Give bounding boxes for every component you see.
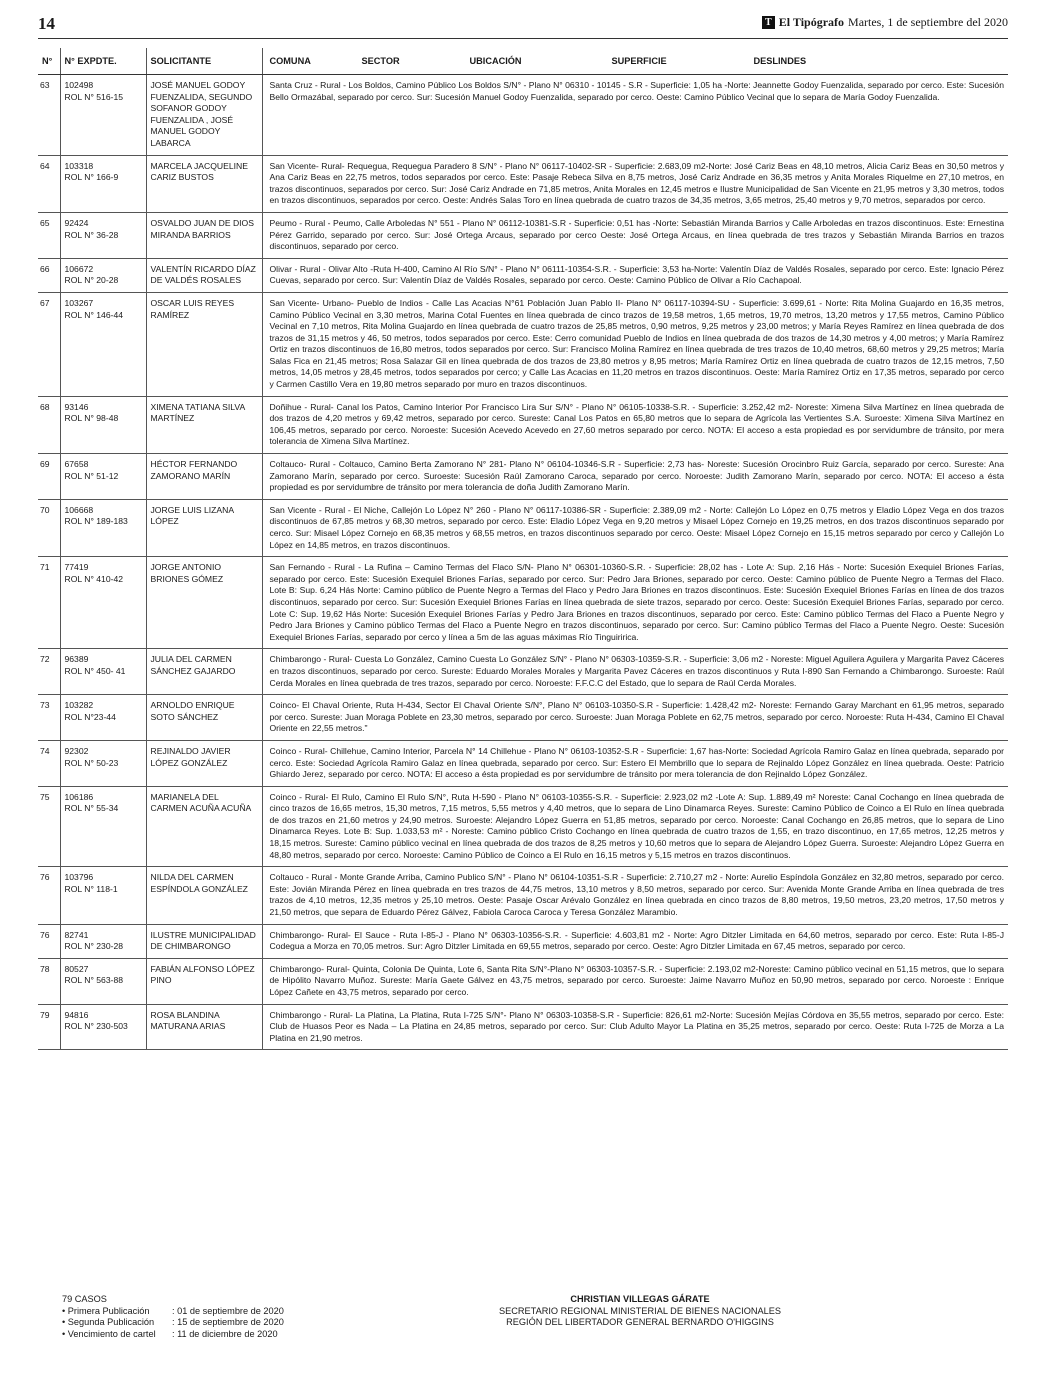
issue-date: Martes, 1 de septiembre del 2020 [848, 15, 1008, 29]
row-number: 67 [38, 292, 60, 396]
expediente-cell [60, 258, 146, 292]
rol-number: ROL N° 230-503 [64, 1021, 128, 1032]
expediente-number: 80527 [64, 963, 89, 974]
case-count: 79 CASOS [62, 1294, 107, 1304]
expediente-cell [60, 695, 146, 741]
deslindes-cell: San Vicente - Rural - El Niche, Callejón Lo López N° 260 - Plano N° 06117-10386-SR - Superficie: 2.389,09 m2 - Norte: Callejón Lo López en 0,75 metros y Eladio López Vega en dos trazos discontinuos de 67,85 metros y 68,30 metros, separado por cerco. Este: Eladio López Vega en 9,20 metros y Misael López Cornejo en 19,25 metros, en dos trazos discontinuos separado por cerco. Sur: Misael López Cornejo en 68,35 metros y 68,55 metros, en trazos discontinuos separado por cerco. Oeste: Misael López Cornejo en 15,15 metros separado por cerco y Callejón Lo López en 14,85 metros, en trazos discontinuos. [262, 499, 1008, 556]
col-header-expdte: N° EXPDTE. [60, 48, 146, 75]
deslindes-cell: Chimbarongo- Rural- Quinta, Colonia De Quinta, Lote 6, Santa Rita S/N°-Plano N° 06303-10357-S.R. - Superficie: 2.193,02 m2-Noreste: Camino público vecinal en 51,15 metros, que lo separa de Hipólito Navarro Muñoz. Sureste: María Gaete Gálvez en 43,75 metros, separado por cerco. Suroeste: Jaime Navarro Muñoz en 50,90 metros, separado por cerco. Noroeste : Enrique López Cañete en 43,75 metros, separado por cerco. [262, 958, 1008, 1004]
row-number: 69 [38, 454, 60, 500]
deslindes-cell: San Fernando - Rural - La Rufina – Camino Termas del Flaco S/N- Plano N° 06301-10360-S.R. - Superficie: 28,02 has - Lote A: Sup. 2,16 Hás - Norte: Sucesión Exequiel Briones Farías, separado por cerco. Este: Sucesión Exequiel Briones Farías, separado por cerco. Sur: Pedro Jara Briones, separado por cerco. Oeste: Camino público de Puente Negro a Termas del Flaco. Lote B: Sup. 6,24 Hás Norte: Camino público de Puente Negro a Termas del Flaco y Pedro Jara Briones en trazos discontinuos. Este: Sucesión Exequiel Briones Farías en línea de dos trazos discontinuos, separado por cerco. Sur: Sucesión Exequiel Briones Farías en línea quebrada de siete trazos, separado por cerco. Oeste: Sucesión Exequiel Briones Farías, separado por cerco. Lote C: Sup. 19,62 Hás Norte: Sucesión Exequiel Briones Farías y Pedro Jara Briones en trazos discontinuos, separado por cerco. Este: Camino público Termas del Flaco a Puente Negro y Pedro Jara Briones y Camino público Termas del Flaco a Puente Negro en trazos discontinuos, separado por cerco. Sur: Camino público Termas del Flaco a Puente Negro. Oeste: Sucesión Exequiel Briones Farías, separado por cerco y línea a 5m de las aguas máximas Río Tinguiririca. [262, 557, 1008, 649]
signer-region: REGIÓN DEL LIBERTADOR GENERAL BERNARDO O'HIGGINS [506, 1317, 774, 1328]
solicitante-cell: OSVALDO JUAN DE DIOS MIRANDA BARRIOS [146, 212, 262, 258]
solicitante-cell: JOSÉ MANUEL GODOY FUENZALIDA, SEGUNDO SOFANOR GODOY FUENZALIDA , JOSÉ MANUEL GODOY LABARCA [146, 75, 262, 156]
deslindes-cell: Chimbarongo - Rural- Cuesta Lo González, Camino Cuesta Lo González S/N° - Plano N° 06303-10359-S.R. - Superficie: 3,06 m2 - Noreste: Miguel Aguilera Aguilera y Margarita Pavez Cáceres en trazos discontinuos, separado por cerco. Sureste: Eduardo Morales Morales y Margarita Pavez Cáceres en trazos discontinuos y Ruta I-890 San Fernando a Chimbarongo. Suroeste: Raúl Cerda Morales en línea quebrada de tres trazos, separado por cerco. Noroeste: F.F.C.C del Estado, que lo separa de Raúl Cerda Morales. [262, 649, 1008, 695]
rol-number: ROL N° 563-88 [64, 975, 124, 986]
col-header-no: N° [38, 48, 60, 75]
deslindes-cell: Coinco - Rural- Chillehue, Camino Interior, Parcela N° 14 Chillehue - Plano N° 06103-10352-S.R - Superficie: 1,67 has-Norte: Sociedad Agrícola Ramiro Galaz en línea quebrada, separado por cerco. Este: Sociedad Agrícola Ramiro Galaz en línea quebrada, separado por cerco. Sur: Estero El Membrillo que lo separa de Rejinaldo López González en línea quebrada. Oeste: Patricio Ghiardo Jerez, separado por cerco. NOTA: El acceso a ésta propiedad es por servidumbre de tránsito por mera tolerancia de don Rejinaldo López González. [262, 740, 1008, 786]
table-row [38, 649, 1008, 695]
expediente-cell [60, 958, 146, 1004]
expediente-number: 93146 [64, 401, 89, 412]
deslindes-cell: Coltauco - Rural - Monte Grande Arriba, Camino Publico S/N° - Plano N° 06104-10351-S.R - Superficie: 2.710,27 m2 - Norte: Aurelio Espíndola González en 32,80 metros, separado por cerco. Este: Jovián Miranda Pérez en línea quebrada en tres trazos de 44,75 metros, 13,10 metros y 8,50 metros, separado por cerco. Sur: Avenida Monte Grande Arriba en línea quebrada de tres trazos de 4,10 metros, 12,35 metros y 25,10 metros. Oeste: Pasaje Oscar Arévalo González en línea quebrada en cinco trazos de 8,80 metros, 19,50 metros, 23,20 metros, 17,50 metros y 21,50 metros, que separa de Eduardo Pérez Gálvez, Fabiola Caroca Caroca y Teresa González Marambio. [262, 867, 1008, 924]
table-row [38, 396, 1008, 453]
col-header-sector: SECTOR [361, 56, 400, 67]
table-row [38, 786, 1008, 867]
rol-number: ROL N°23-44 [64, 711, 116, 722]
expediente-cell [60, 649, 146, 695]
property-table [38, 48, 1008, 1050]
row-number: 64 [38, 155, 60, 212]
expediente-cell [60, 155, 146, 212]
col-header-solicitante: SOLICITANTE [146, 48, 262, 75]
expediente-number: 94816 [64, 1009, 89, 1020]
col-header-comuna: COMUNA [269, 56, 311, 67]
table-row [38, 258, 1008, 292]
solicitante-cell: JULIA DEL CARMEN SÁNCHEZ GAJARDO [146, 649, 262, 695]
solicitante-cell: ARNOLDO ENRIQUE SOTO SÁNCHEZ [146, 695, 262, 741]
rol-number: ROL N° 516-15 [64, 91, 124, 102]
table-row [38, 75, 1008, 156]
rol-number: ROL N° 51-12 [64, 470, 119, 481]
col-header-deslindes: DESLINDES [753, 56, 807, 67]
table-row [38, 740, 1008, 786]
deslindes-cell: Coinco - Rural- El Rulo, Camino El Rulo S/N°, Ruta H-590 - Plano N° 06103-10355-S.R. - Superficie: 2.923,02 m2 -Lote A: Sup. 1.889,49 m² Noreste: Canal Cochango en línea quebrada de cinco trazos de 16,65 metros, 15,30 metros, 7,15 metros, 5,55 metros y 4,40 metros, que lo separa de Lino Dinamarca Reyes. Sureste: Camino Público de Coinco a El Rulo en línea quebrada de dos trazos en 21,60 metros y 24,90 metros. Suroeste: Alejandro López Guerra en 51,85 metros, separado por cerco. Noroeste: Canal Cochango en 26,85 metros, que lo separa de Lino Dinamarca Reyes. Lote B: Sup. 1.033,53 m² - Noreste: Camino público Cristo Cochango en línea quebrada de cuatro trazos de 1,55, en trazo discontinuo, en 17,65 metros, 12,25 metros y 18,15 metros. Sureste: Camino público vecinal en línea quebrada de dos trazos de 8,25 metros y 10,60 metros que lo separa de Alejandro López Guerra. Suroeste: Alejandro López Guerra en 48,80 metros, separado por cerco. Noroeste: Camino Público de Coinco a El Rulo en 16,15 metros y 5,15 metros en trazos discontinuos. [262, 786, 1008, 867]
rol-number: ROL N° 146-44 [64, 309, 124, 320]
rol-number: ROL N° 230-28 [64, 941, 124, 952]
rol-number: ROL N° 20-28 [64, 275, 119, 286]
deslindes-cell: San Vicente- Urbano- Pueblo de Indios - Calle Las Acacias N°61 Población Juan Pablo II- Plano N° 06117-10394-SU - Superficie: 3.699,61 - Norte: Rita Molina Guajardo en 16,35 metros, Camino Público Vecinal en 3,30 metros, Marina Cotal Fuentes en línea quebrada de cinco trazos de 19,58 metros, 1,65 metros, 19,70 metros, 13,20 metros y 17,55 metros, Camino Público Vecinal en 7,10 metros, Rita Molina Guajardo en línea quebrada de cuatro trazos de 25,85 metros, 0,90 metros, 9,25 metros y 23,00 metros; y María Reyes Ramírez en línea quebrada de dos trazos de 31,15 metros y 46, 50 metros, todos separados por cerco. Este: Cerro comunidad Pueblo de Indios en línea quebrada de dos trazos de 14,30 metros y 4,00 metros; y María Ramírez Ortiz en trazos discontinuos de 16,80 metros, todos separados por cerco. Sur: Francisco Molina Ramírez en línea quebrada de tres trazos de 10,40 metros, 68,60 metros y 29,25 metros; María Salas Fica en 21,45 metros; Rosa Salazar Gil en línea quebrada de dos trazos de 23,80 metros y 8,95 metros; María Ramírez Ortiz en línea quebrada de cuatro trazos de 12,15 metros, 7,50 metros, 14,05 metros y 28,45 metros, todos separados por cerco; y Calle Las Acacias en 11,20 metros en trazos discontinuos. Oeste: María Ramírez Ortiz en 17,35 metros, separado por cerco y Carmen Castillo Vera en 19,80 metros separado por muro en trazos discontinuos. [262, 292, 1008, 396]
solicitante-cell: JORGE ANTONIO BRIONES GÓMEZ [146, 557, 262, 649]
row-number: 68 [38, 396, 60, 453]
pub-row: • Vencimiento de cartel : 11 de diciembre de 2020 [62, 1328, 278, 1339]
expediente-number: 103282 [64, 700, 94, 711]
expediente-cell [60, 557, 146, 649]
table-header [38, 48, 1008, 75]
rol-number: ROL N° 410-42 [64, 573, 124, 584]
solicitante-cell: ROSA BLANDINA MATURANA ARIAS [146, 1004, 262, 1050]
solicitante-cell: FABIÁN ALFONSO LÓPEZ PINO [146, 958, 262, 1004]
deslindes-cell: Coinco- El Chaval Oriente, Ruta H-434, Sector El Chaval Oriente S/N°, Plano N° 06103-10350-S.R - Superficie: 1.428,42 m2- Noreste: Fernando Garay Marchant en 61,95 metros, separado por cerco. Sureste: Juan Moraga Poblete en 23,30 metros, separado por cerco. Suroeste: Juan Moraga Poblete en 62,75 metros, separado por cerco. Noroeste: Ruta H-434, Camino El Chaval Oriente en 22,55 metros." [262, 695, 1008, 741]
row-number: 73 [38, 695, 60, 741]
rol-number: ROL N° 118-1 [64, 883, 118, 894]
expediente-number: 106668 [64, 504, 94, 515]
expediente-cell [60, 786, 146, 867]
expediente-number: 92302 [64, 745, 89, 756]
deslindes-cell: Doñihue - Rural- Canal los Patos, Camino Interior Por Francisco Lira Sur S/N° - Plano N° 06105-10338-S.R. - Superficie: 3.252,42 m2- Noreste: Ximena Silva Martínez en línea quebrada de dos trazos de 4,20 metros y 69,42 metros, separado por cerco. Sureste: Canal Los Patos en 65,80 metros que lo separa de Agrícola las Vertientes S.A. Suroeste: Ximena Silva Martínez en 106,45 metros, separado por cerco. Noroeste: Sucesión Acevedo Acevedo en 27,60 metros separado por cerco. NOTA: El acceso a esta propiedad es por servidumbre de tránsito, por mera tolerancia de Ximena Silva Martínez. [262, 396, 1008, 453]
publication-info [62, 1294, 284, 1340]
expediente-number: 96389 [64, 654, 89, 665]
pub-row: • Primera Publicación : 01 de septiembre de 2020 [62, 1305, 284, 1316]
solicitante-cell: HÉCTOR FERNANDO ZAMORANO MARÍN [146, 454, 262, 500]
masthead [762, 15, 1008, 30]
table-row [38, 695, 1008, 741]
rol-number: ROL N° 50-23 [64, 757, 119, 768]
solicitante-cell: ILUSTRE MUNICIPALIDAD DE CHIMBARONGO [146, 924, 262, 958]
rol-number: ROL N° 450- 41 [64, 665, 126, 676]
deslindes-cell: Olivar - Rural - Olivar Alto -Ruta H-400, Camino Al Río S/N° - Plano N° 06111-10354-S.R. - Superficie: 3,53 ha-Norte: Valentín Díaz de Valdés Rosales, separado por cerco. Este: Ignacio Pérez Cuevas, separado por cerco. Sur: Valentín Díaz de Valdés Rosales, separado por cerco. Oeste: Camino Público de Olivar a Río Cachapoal. [262, 258, 1008, 292]
expediente-number: 103267 [64, 297, 94, 308]
signature-block [440, 1294, 840, 1329]
row-number: 65 [38, 212, 60, 258]
deslindes-cell: Chimbarongo- Rural- El Sauce - Ruta I-85-J - Plano N° 06303-10356-S.R. - Superficie: 4.603,81 m2 - Norte: Agro Ditzler Limitada en 64,60 metros, separado por cerco. Este: Ruta I-85-J Codegua a Morza en 70,05 metros. Sur: Agro Ditzler Limitada en 69,55 metros, separado por cerco. Oeste: Agro Ditzler Limitada en 67,45 metros, separado por cerco. [262, 924, 1008, 958]
expediente-number: 92424 [64, 217, 89, 228]
rol-number: ROL N° 166-9 [64, 172, 119, 183]
row-number: 72 [38, 649, 60, 695]
solicitante-cell: MARIANELA DEL CARMEN ACUÑA ACUÑA [146, 786, 262, 867]
deslindes-cell: Peumo - Rural - Peumo, Calle Arboledas N° 551 - Plano N° 06112-10381-S.R - Superficie: 0,51 has -Norte: Sebastián Miranda Barrios y Calle Arboledas en trazos discontinuos. Este: Ernestina Pérez Garrido, separado por cerco. Sur: José Ortega Arcaus, separado por cerco Oeste: José Ortega Arcaus, en línea quebrada de tres trazos y Sebastián Miranda Barrios en trazos discontinuos, separado por cerco. [262, 212, 1008, 258]
header-rule [38, 38, 1008, 39]
newspaper-logo-icon: T [762, 16, 775, 29]
table-row [38, 499, 1008, 556]
deslindes-cell: Chimbarongo - Rural- La Platina, La Platina, Ruta I-725 S/N°- Plano N° 06303-10358-S.R - Superficie: 826,61 m2-Norte: Sucesión Mejías Córdova en 35,55 metros, separado por cerco. Este: Club de Huasos Peor es Nada – La Platina en 24,85 metros, separado por cerco. Sur: Club Adulto Mayor La Platina en 35,25 metros, separado por cerco. Oeste: Ruta I-725 de Morza a La Platina en 21,90 metros. [262, 1004, 1008, 1050]
solicitante-cell: XIMENA TATIANA SILVA MARTÍNEZ [146, 396, 262, 453]
table-row [38, 1004, 1008, 1050]
row-number: 66 [38, 258, 60, 292]
expediente-number: 106672 [64, 263, 94, 274]
row-number: 75 [38, 786, 60, 867]
signer-title: SECRETARIO REGIONAL MINISTERIAL DE BIENES NACIONALES [499, 1305, 781, 1316]
expediente-cell [60, 740, 146, 786]
expediente-number: 77419 [64, 562, 89, 573]
page-number: 14 [38, 14, 55, 33]
solicitante-cell: REJINALDO JAVIER LÓPEZ GONZÁLEZ [146, 740, 262, 786]
expediente-number: 103796 [64, 872, 94, 883]
col-header-ubicacion: UBICACIÓN [469, 56, 522, 67]
signer-name: CHRISTIAN VILLEGAS GÁRATE [570, 1294, 710, 1304]
newspaper-name: El Tipógrafo [778, 15, 845, 29]
expediente-cell [60, 1004, 146, 1050]
table-row [38, 924, 1008, 958]
row-number: 76 [38, 924, 60, 958]
table-row [38, 867, 1008, 924]
deslindes-cell: Santa Cruz - Rural - Los Boldos, Camino Público Los Boldos S/N° - Plano N° 06310 - 10145 - S.R - Superficie: 1,05 ha -Norte: Jeannette Godoy Fuenzalida, separado por cerco. Este: Sucesión Bello Ormazábal, separado por cerco. Sur: Sucesión Manuel Godoy Fuenzalida, separado por cerco. Oeste: Camino Público Vecinal que lo separa de María Godoy Fuenzalida. [262, 75, 1008, 156]
expediente-cell [60, 499, 146, 556]
rol-number: ROL N° 55-34 [64, 803, 119, 814]
pub-row: • Segunda Publicación : 15 de septiembre de 2020 [62, 1317, 284, 1328]
row-number: 74 [38, 740, 60, 786]
expediente-cell [60, 924, 146, 958]
expediente-number: 106186 [64, 791, 94, 802]
expediente-cell [60, 396, 146, 453]
row-number: 70 [38, 499, 60, 556]
rol-number: ROL N° 189-183 [64, 516, 128, 527]
expediente-cell [60, 867, 146, 924]
solicitante-cell: MARCELA JACQUELINE CARIZ BUSTOS [146, 155, 262, 212]
row-number: 63 [38, 75, 60, 156]
table-row [38, 454, 1008, 500]
deslindes-cell: San Vicente- Rural- Requegua, Requegua Paradero 8 S/N° - Plano N° 06117-10402-SR - Superficie: 2.683,09 m2-Norte: José Cariz Beas en 48,10 metros, Alicia Cariz Beas en 30,50 metros y Ana Cariz Beas en 22,75 metros, todos separados por cerco. Este: Pasaje Rebeca Silva en 8,75 metros, José Cariz Andrade en 36,35 metros y Anita Morales Riquelme en 27,10 metros, en trazos discontinuos, separados por cerco. Sur: José Cariz Andrade en 71,85 metros, Anita Morales en 12,45 metros e Ilustre Municipalidad de San Vicente en 21,95 metros y 3,30 metros, todos en trazos discontinuos, separados por cerco. Oeste: Andrés Salas Toro en línea quebrada de cuatro trazos de 34,35 metros, 3,65 metros, 25,40 metros y 9,70 metros, separados por cerco. [262, 155, 1008, 212]
solicitante-cell: VALENTÍN RICARDO DÍAZ DE VALDÉS ROSALES [146, 258, 262, 292]
table-row [38, 155, 1008, 212]
row-number: 76 [38, 867, 60, 924]
table-row [38, 292, 1008, 396]
expediente-cell [60, 292, 146, 396]
rol-number: ROL N° 36-28 [64, 229, 119, 240]
row-number: 71 [38, 557, 60, 649]
expediente-number: 102498 [64, 80, 94, 90]
expediente-cell [60, 454, 146, 500]
expediente-number: 67658 [64, 459, 89, 470]
expediente-cell [60, 212, 146, 258]
rol-number: ROL N° 98-48 [64, 413, 119, 424]
row-number: 79 [38, 1004, 60, 1050]
table-row [38, 212, 1008, 258]
solicitante-cell: JORGE LUIS LIZANA LÓPEZ [146, 499, 262, 556]
deslindes-cell: Coltauco- Rural - Coltauco, Camino Berta Zamorano N° 281- Plano N° 06104-10346-S.R - Superficie: 2,73 has- Noreste: Sucesión Orocinbro Ruiz García, separado por cerco. Sureste: Ana Zamorano Marín, separado por cerco. Suroeste: Sucesión Raúl Zamorano Caroca, separado por cerco. Noroeste: Judith Zamorano Marín, separado por cerco. NOTA: El acceso a ésta propiedad es por servidumbre de tránsito por mera tolerancia de doña Judith Zamorano Marín. [262, 454, 1008, 500]
expediente-number: 82741 [64, 929, 89, 940]
table-row [38, 557, 1008, 649]
col-header-group [262, 48, 1008, 75]
row-number: 78 [38, 958, 60, 1004]
solicitante-cell: NILDA DEL CARMEN ESPÍNDOLA GONZÁLEZ [146, 867, 262, 924]
expediente-cell [60, 75, 146, 156]
solicitante-cell: OSCAR LUIS REYES RAMÍREZ [146, 292, 262, 396]
table-row [38, 958, 1008, 1004]
col-header-superficie: SUPERFICIE [611, 56, 667, 67]
expediente-number: 103318 [64, 160, 94, 171]
